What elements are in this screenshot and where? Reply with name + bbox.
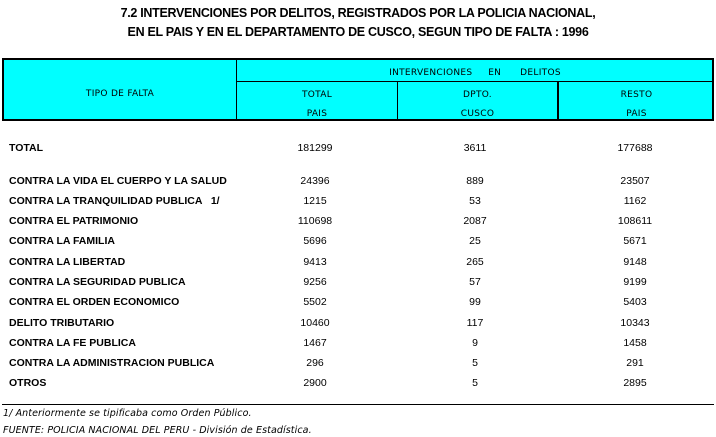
cell-dpto-cusco: 99	[469, 296, 481, 308]
cell-total-pais: 5502	[303, 296, 327, 308]
cell-resto-pais: 291	[626, 357, 644, 369]
row-label: CONTRA LA VIDA EL CUERPO Y LA SALUD	[9, 175, 227, 187]
cell-total-pais: 2900	[303, 377, 327, 389]
table-title-line-1: 7.2 INTERVENCIONES POR DELITOS, REGISTRADOS POR LA POLICIA NACIONAL,	[120, 6, 596, 20]
cell-resto-pais: 5403	[623, 296, 647, 308]
cell-dpto-cusco: 5	[472, 377, 478, 389]
cell-dpto-cusco: 57	[469, 276, 481, 288]
header-group-label: INTERVENCIONES EN DELITOS	[389, 68, 561, 78]
cell-resto-pais: 10343	[620, 317, 650, 329]
row-label: DELITO TRIBUTARIO	[9, 317, 115, 329]
source-note: FUENTE: POLICIA NACIONAL DEL PERU - División de Estadística.	[3, 425, 312, 436]
header-col-resto-line2: PAIS	[626, 109, 647, 119]
cell-resto-pais: 1162	[623, 195, 647, 207]
cell-dpto-cusco: 9	[472, 337, 478, 349]
row-label: CONTRA EL PATRIMONIO	[9, 215, 139, 227]
cell-total-pais: 1467	[303, 337, 327, 349]
cell-resto-pais: 108611	[617, 215, 653, 227]
cell-total-pais: 110698	[297, 215, 333, 227]
row-label: CONTRA LA FE PUBLICA	[9, 337, 136, 349]
cell-total-pais: 24396	[300, 175, 330, 187]
cell-dpto-cusco: 889	[466, 175, 484, 187]
row-label: TOTAL	[9, 142, 44, 154]
cell-dpto-cusco: 25	[469, 235, 481, 247]
cell-resto-pais: 177688	[617, 142, 653, 154]
row-label: CONTRA LA LIBERTAD	[9, 256, 126, 268]
row-label: CONTRA EL ORDEN ECONOMICO	[9, 296, 180, 308]
cell-total-pais: 181299	[297, 142, 333, 154]
header-col-resto-line1: RESTO	[620, 90, 653, 100]
cell-dpto-cusco: 5	[472, 357, 478, 369]
cell-resto-pais: 5671	[623, 235, 647, 247]
cell-total-pais: 5696	[303, 235, 327, 247]
header-divider	[236, 81, 714, 82]
row-label: CONTRA LA SEGURIDAD PUBLICA	[9, 276, 186, 288]
header-col-total-line1: TOTAL	[301, 90, 333, 100]
table-row	[0, 357, 716, 373]
table-row	[0, 276, 716, 292]
header-row-label: TIPO DE FALTA	[85, 89, 155, 99]
cell-dpto-cusco: 2087	[463, 215, 487, 227]
table-title-line-2: EN EL PAIS Y EN EL DEPARTAMENTO DE CUSCO, SEGUN TIPO DE FALTA : 1996	[127, 25, 589, 39]
row-label: CONTRA LA ADMINISTRACION PUBLICA	[9, 357, 215, 369]
cell-total-pais: 1215	[303, 195, 327, 207]
cell-dpto-cusco: 117	[466, 317, 484, 329]
cell-total-pais: 296	[306, 357, 324, 369]
table-row	[0, 235, 716, 251]
cell-resto-pais: 1458	[623, 337, 647, 349]
cell-dpto-cusco: 265	[466, 256, 484, 268]
cell-resto-pais: 23507	[620, 175, 650, 187]
table-row	[0, 317, 716, 333]
cell-total-pais: 9413	[303, 256, 327, 268]
table-row	[0, 337, 716, 353]
table-row	[0, 195, 716, 211]
row-label: CONTRA LA FAMILIA	[9, 235, 115, 247]
row-label: CONTRA LA TRANQUILIDAD PUBLICA 1/	[9, 195, 220, 207]
table-row	[0, 296, 716, 312]
header-col-cusco-line2: CUSCO	[460, 109, 495, 119]
table-row	[0, 175, 716, 191]
table-row	[0, 215, 716, 231]
footnote: 1/ Anteriormente se tipificaba como Orden Público.	[3, 408, 252, 419]
footer-rule	[2, 404, 714, 405]
header-col-total-line2: PAIS	[306, 109, 328, 119]
table-row	[0, 377, 716, 393]
table-row	[0, 256, 716, 272]
cell-dpto-cusco: 3611	[463, 142, 487, 154]
cell-total-pais: 9256	[303, 276, 327, 288]
cell-resto-pais: 9199	[623, 276, 647, 288]
cell-resto-pais: 2895	[623, 377, 647, 389]
table-row-total	[0, 142, 716, 158]
table-header	[2, 58, 714, 121]
row-label: OTROS	[9, 377, 47, 389]
header-col-cusco-line1: DPTO.	[463, 90, 492, 100]
cell-total-pais: 10460	[300, 317, 330, 329]
cell-resto-pais: 9148	[623, 256, 647, 268]
cell-dpto-cusco: 53	[469, 195, 481, 207]
